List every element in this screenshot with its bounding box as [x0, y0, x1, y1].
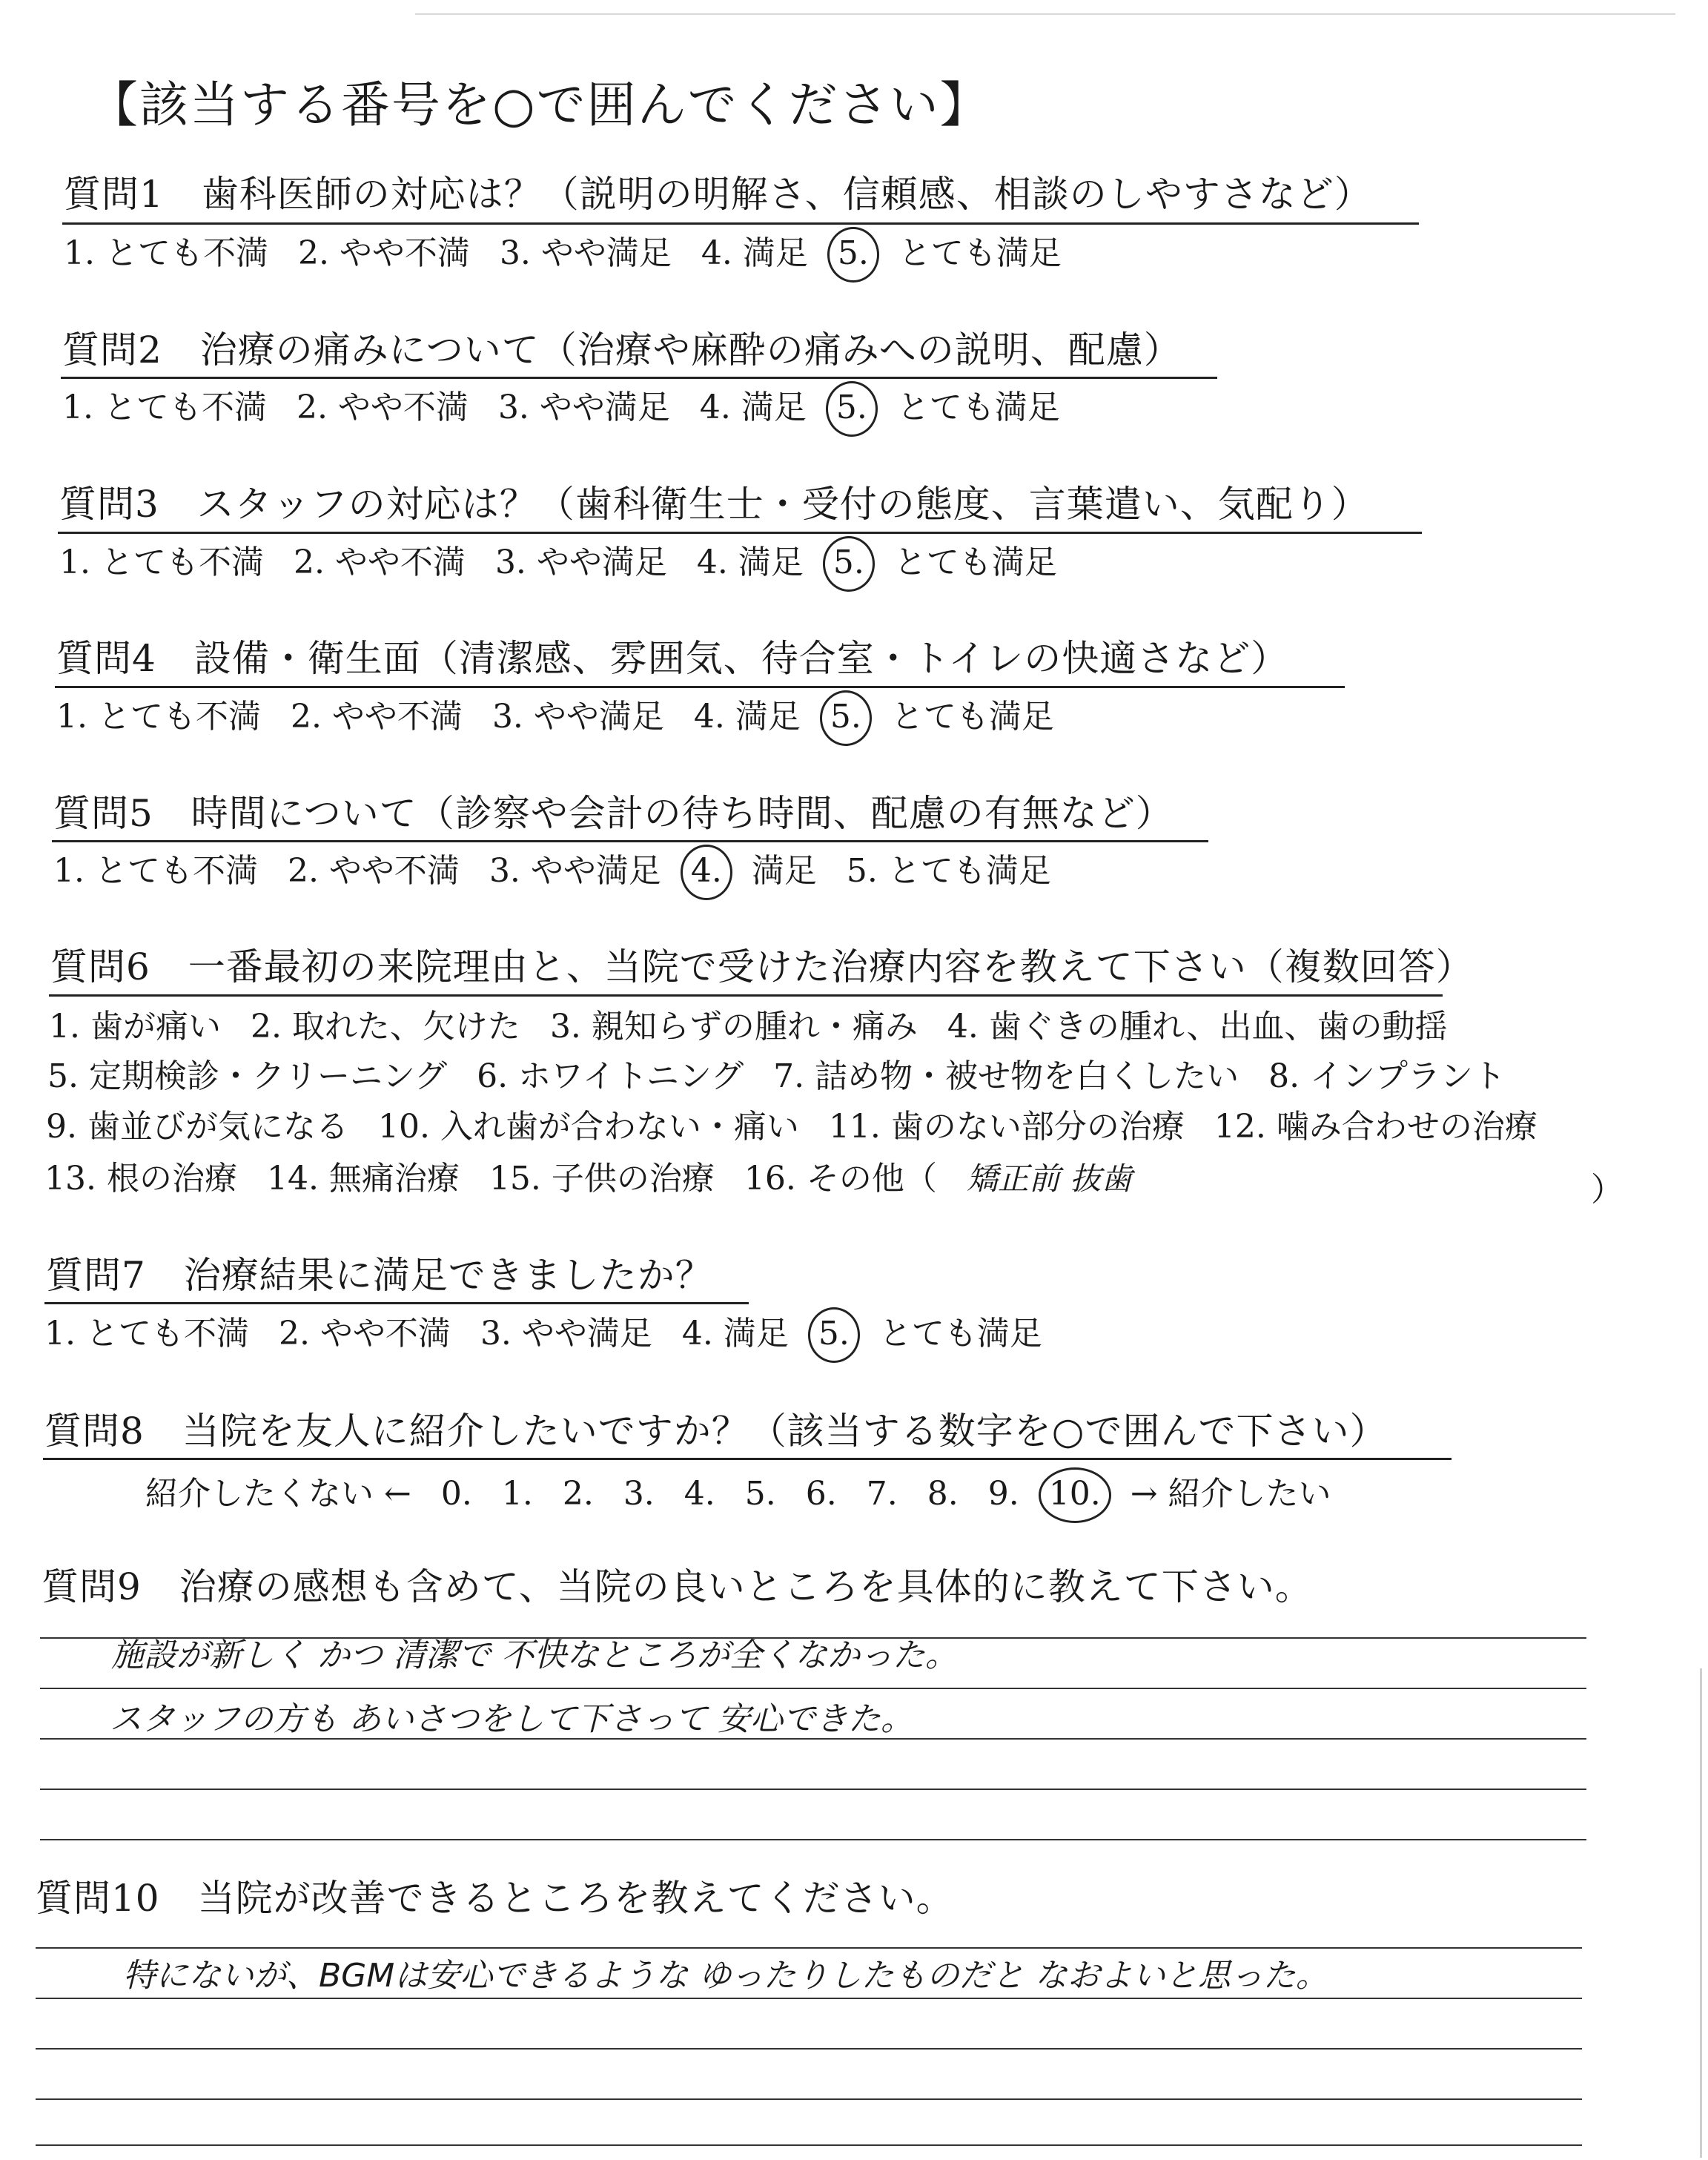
- q5-opt5[interactable]: 5. とても満足: [846, 852, 1051, 890]
- q6-opt6[interactable]: 6. ホワイトニング: [477, 1057, 744, 1095]
- q8-num-10-circled[interactable]: 10.: [1048, 1475, 1101, 1513]
- q8-right-label: → 紹介したい: [1130, 1475, 1331, 1513]
- q6-heading: 質問6 一番最初の来院理由と、当院で受けた治療内容を教えて下さい（複数回答）: [50, 945, 1474, 988]
- q7-opt4[interactable]: 4. 満足: [681, 1315, 789, 1353]
- q9-answer-line1: 施設が新しく かつ 清潔で 不快なところが全くなかった。: [111, 1636, 958, 1674]
- q6-opt13[interactable]: 13. 根の治療: [44, 1160, 237, 1198]
- q8-num-6[interactable]: 6.: [805, 1475, 837, 1513]
- q6-close-paren: ）: [1591, 1171, 1623, 1209]
- q1-heading: 質問1 歯科医師の対応は？（説明の明解さ、信頼感、相談のしやすさなど）: [64, 173, 1372, 216]
- q4-opt4[interactable]: 4. 満足: [693, 698, 801, 736]
- q6-opt7[interactable]: 7. 詰め物・被せ物を白くしたい: [773, 1057, 1239, 1095]
- q6-opt2[interactable]: 2. 取れた、欠けた: [250, 1008, 520, 1046]
- q6-opt10[interactable]: 10. 入れ歯が合わない・痛い: [377, 1108, 799, 1146]
- q5-options: [53, 844, 1070, 891]
- q1-opt5-label: とても満足: [898, 234, 1062, 272]
- q1-opt1[interactable]: 1. とても不満: [64, 234, 268, 272]
- q3-opt5-circled[interactable]: 5.: [833, 544, 864, 581]
- q10-rule-4: [36, 2098, 1582, 2100]
- scan-edge-shadow: [1700, 1668, 1702, 2158]
- q6-row4: [44, 1152, 1132, 1199]
- q10-answer-line1: 特にないが、BGMは安心できるような ゆったりしたものだと なおよいと思った。: [123, 1957, 1328, 1995]
- q3-opt1[interactable]: 1. とても不満: [59, 544, 264, 581]
- q7-opt1[interactable]: 1. とても不満: [44, 1315, 249, 1353]
- q1-underline: [62, 222, 1419, 225]
- q6-opt5[interactable]: 5. 定期検診・クリーニング: [47, 1057, 448, 1095]
- q7-opt2[interactable]: 2. やや不満: [278, 1315, 451, 1353]
- q7-options: [44, 1307, 1062, 1354]
- q7-underline: [44, 1302, 749, 1304]
- q8-num-8[interactable]: 8.: [927, 1475, 959, 1513]
- q9-heading: 質問9 治療の感想も含めて、当院の良いところを具体的に教えて下さい。: [42, 1565, 1313, 1608]
- q2-opt5-label: とても満足: [896, 389, 1060, 426]
- q8-heading: 質問8 当院を友人に紹介したいですか？（該当する数字を○で囲んで下さい）: [44, 1410, 1388, 1453]
- q9-answer-line2: スタッフの方も あいさつをして下さって 安心できた。: [110, 1700, 913, 1738]
- q3-underline: [58, 532, 1422, 534]
- q4-opt1[interactable]: 1. とても不満: [56, 698, 261, 736]
- q8-num-0[interactable]: 0.: [440, 1475, 472, 1513]
- q6-other-handwritten: 矯正前 抜歯: [966, 1160, 1133, 1197]
- q2-opt4[interactable]: 4. 満足: [699, 389, 807, 426]
- q8-num-9[interactable]: 9.: [987, 1475, 1019, 1513]
- q6-row1: [49, 1000, 1467, 1047]
- q3-opt5-label: とても満足: [893, 544, 1057, 581]
- q8-scale: [145, 1467, 1351, 1514]
- q5-opt4-circled[interactable]: 4.: [690, 852, 722, 890]
- q2-options: [62, 380, 1079, 428]
- q7-opt3[interactable]: 3. やや満足: [480, 1315, 652, 1353]
- q8-num-7[interactable]: 7.: [866, 1475, 898, 1513]
- q6-opt1[interactable]: 1. 歯が痛い: [49, 1008, 221, 1046]
- q6-opt16[interactable]: 16. その他（: [744, 1160, 937, 1198]
- q10-heading: 質問10 当院が改善できるところを教えてください。: [36, 1877, 954, 1920]
- q6-opt4[interactable]: 4. 歯ぐきの腫れ、出血、歯の動揺: [947, 1008, 1448, 1046]
- q5-opt4-label: 満足: [751, 852, 817, 890]
- q9-rule-3: [40, 1738, 1586, 1740]
- q1-options: [64, 226, 1081, 274]
- q1-opt4[interactable]: 4. 満足: [701, 234, 808, 272]
- q4-options: [56, 690, 1073, 737]
- q6-opt9[interactable]: 9. 歯並びが気になる: [46, 1108, 348, 1146]
- q2-underline: [61, 377, 1217, 379]
- q10-rule-3: [36, 2048, 1582, 2050]
- q10-rule-2: [36, 1998, 1582, 1999]
- q7-opt5-label: とても満足: [878, 1315, 1042, 1353]
- q3-opt3[interactable]: 3. やや満足: [494, 544, 667, 581]
- q6-underline: [49, 994, 1443, 997]
- q5-underline: [52, 840, 1208, 842]
- q6-opt15[interactable]: 15. 子供の治療: [489, 1160, 715, 1198]
- q4-opt5-circled[interactable]: 5.: [830, 698, 861, 736]
- q3-opt4[interactable]: 4. 満足: [696, 544, 804, 581]
- q4-opt3[interactable]: 3. やや満足: [491, 698, 664, 736]
- q8-underline: [43, 1458, 1452, 1460]
- q6-opt3[interactable]: 3. 親知らずの腫れ・痛み: [549, 1008, 918, 1046]
- q4-opt5-label: とても満足: [890, 698, 1054, 736]
- q7-heading: 質問7 治療結果に満足できましたか？: [46, 1254, 713, 1297]
- q6-opt11[interactable]: 11. 歯のない部分の治療: [828, 1108, 1185, 1146]
- q1-opt3[interactable]: 3. やや満足: [499, 234, 672, 272]
- q10-rule-5: [36, 2144, 1582, 2146]
- q2-opt1[interactable]: 1. とても不満: [62, 389, 267, 426]
- q1-opt2[interactable]: 2. やや不満: [297, 234, 470, 272]
- q3-opt2[interactable]: 2. やや不満: [293, 544, 466, 581]
- q9-rule-4: [40, 1789, 1586, 1790]
- q9-rule-5: [40, 1839, 1586, 1840]
- q6-opt12[interactable]: 12. 噛み合わせの治療: [1214, 1108, 1537, 1146]
- q2-heading: 質問2 治療の痛みについて（治療や麻酔の痛みへの説明、配慮）: [62, 328, 1182, 371]
- q3-heading: 質問3 スタッフの対応は？（歯科衛生士・受付の態度、言葉遣い、気配り）: [59, 483, 1369, 526]
- q8-left-label: 紹介したくない ←: [145, 1475, 411, 1513]
- q6-opt8[interactable]: 8. インプラント: [1268, 1057, 1506, 1095]
- q9-rule-2: [40, 1688, 1586, 1689]
- q6-opt14[interactable]: 14. 無痛治療: [266, 1160, 460, 1198]
- q8-num-4[interactable]: 4.: [683, 1475, 715, 1513]
- q5-opt2[interactable]: 2. やや不満: [287, 852, 460, 890]
- q2-opt3[interactable]: 3. やや満足: [497, 389, 670, 426]
- q4-heading: 質問4 設備・衛生面（清潔感、雰囲気、待合室・トイレの快適さなど）: [56, 637, 1289, 680]
- q8-num-3[interactable]: 3.: [623, 1475, 655, 1513]
- q7-opt5-circled[interactable]: 5.: [818, 1315, 850, 1353]
- q8-num-5[interactable]: 5.: [744, 1475, 776, 1513]
- q4-underline: [55, 686, 1345, 688]
- q5-opt1[interactable]: 1. とても不満: [53, 852, 258, 890]
- q3-options: [59, 535, 1076, 583]
- q2-opt5-circled[interactable]: 5.: [835, 389, 867, 426]
- q6-row3: [46, 1100, 1557, 1147]
- q8-num-2[interactable]: 2.: [562, 1475, 594, 1513]
- page-title: 【該当する番号を○で囲んでください】: [89, 76, 990, 133]
- q2-opt2[interactable]: 2. やや不満: [296, 389, 469, 426]
- q5-heading: 質問5 時間について（診察や会計の待ち時間、配慮の有無など）: [53, 792, 1174, 835]
- q8-num-1[interactable]: 1.: [501, 1475, 533, 1513]
- q1-opt5-circled[interactable]: 5.: [837, 234, 869, 272]
- q4-opt2[interactable]: 2. やや不満: [290, 698, 463, 736]
- q5-opt3[interactable]: 3. やや満足: [489, 852, 661, 890]
- scan-edge-line: [415, 13, 1675, 15]
- q6-row2: [47, 1049, 1525, 1097]
